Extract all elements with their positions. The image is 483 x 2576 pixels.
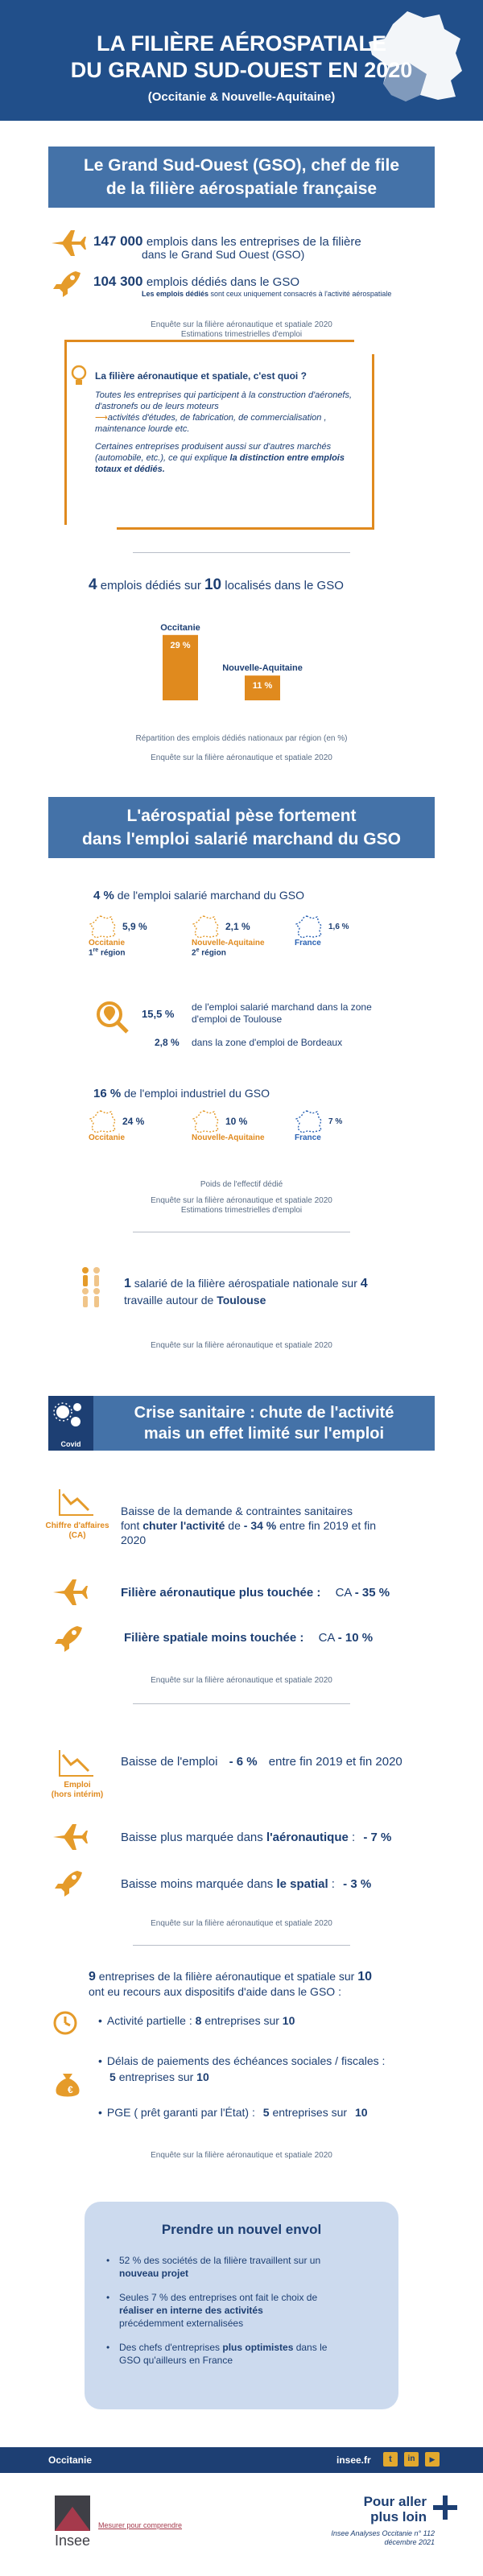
bar-category-label: Occitanie	[160, 622, 200, 633]
region-map-icon	[295, 914, 322, 939]
stat1-text: emplois dans les entreprises de la filière	[146, 235, 361, 249]
headline-4pct: 4 % de l'emploi salarié marchand du GSO	[93, 889, 304, 902]
stat1	[93, 233, 440, 250]
insee-tagline: Mesurer pour comprendre	[98, 2521, 183, 2529]
source-note-2: Enquête sur la filière aéronautique et spatiale 2020	[151, 753, 332, 762]
regions-row-1	[89, 914, 394, 979]
source-note-6: Enquête sur la filière aéronautique et spatiale 2020	[151, 1919, 332, 1928]
ratio-line: 4 emplois dédiés sur 10 localisés dans le GSO	[89, 576, 344, 593]
stat2	[93, 274, 440, 290]
rocket-icon	[53, 1623, 85, 1652]
chart-down-icon	[56, 1486, 97, 1518]
bordeaux-text: dans la zone d'emploi de Bordeaux	[192, 1037, 343, 1048]
bar-value-label: 11 %	[252, 681, 273, 691]
chart-caption: Répartition des emplois dédiés nationaux par région (en %)	[135, 734, 348, 743]
region-map-icon	[295, 1109, 322, 1133]
region-tile	[295, 914, 391, 947]
footer-region: Occitanie	[48, 2454, 93, 2466]
aid-item-2: • Délais de paiements des échéances sociales / fiscales : 5 entreprises sur 10	[98, 2054, 386, 2083]
airplane-icon	[50, 1576, 89, 1608]
region-value: 1,6 %	[328, 922, 349, 931]
region-value: 5,9 %	[122, 921, 147, 932]
divider	[133, 1703, 350, 1704]
publication-ref: Insee Analyses Occitanie n° 112 décembre 2021	[331, 2529, 435, 2546]
region-tile	[295, 1109, 391, 1142]
rocket-icon	[52, 268, 84, 297]
region-rank: 2e région	[192, 947, 226, 958]
region-tile	[192, 914, 288, 957]
weight-note: Poids de l'effectif dédié	[200, 1180, 283, 1189]
virus-icon	[48, 1396, 93, 1436]
region-name: Occitanie	[89, 939, 126, 947]
toulouse-ratio: 1 salarié de la filière aérospatiale nationale sur 4 travaille autour de Toulouse	[124, 1277, 368, 1307]
section3-band: Crise sanitaire : chute de l'activité mais un effet limité sur l'emploi	[93, 1396, 435, 1451]
arrow-icon: ⟶	[95, 413, 108, 423]
stat2-value: 104 300	[93, 274, 143, 289]
region-value: 24 %	[122, 1116, 145, 1127]
covid-tile: Covid	[48, 1396, 93, 1451]
stat2-note: Les emplois dédiés sont ceux uniquement consacrés à l'activité aérospatiale	[142, 290, 392, 298]
clock-icon	[52, 2009, 79, 2037]
emploi-text: Baisse de l'emploi - 6 % entre fin 2019 et fin 2020	[121, 1755, 402, 1769]
linkedin-icon[interactable]: in	[404, 2452, 419, 2467]
region-map-icon	[192, 914, 219, 939]
insee-brand: Insee	[55, 2533, 91, 2549]
region-name: Occitanie	[89, 1133, 126, 1142]
aid-item-1: • Activité partielle : 8 entreprises sur 10	[98, 2014, 295, 2027]
rocket-icon	[53, 1868, 85, 1897]
stat1-value: 147 000	[93, 233, 143, 249]
insee-link[interactable]: insee.fr	[336, 2454, 371, 2466]
stat1-text-b: dans le Grand Sud Ouest (GSO)	[142, 248, 305, 261]
source-note-3: Enquête sur la filière aéronautique et spatiale 2020 Estimations trimestrielles d'emploi	[151, 1196, 332, 1215]
location-magnifier-icon	[93, 998, 130, 1035]
region-map-icon	[89, 914, 116, 939]
regional-bar-chart	[145, 610, 338, 707]
region-rank: 1re région	[89, 947, 126, 958]
lightbulb-icon	[69, 364, 89, 388]
people-icon	[79, 1264, 114, 1309]
ca-text: Baisse de la demande & contraintes sanitaires font chuter l'activité de - 34 % entre fin 2019 et fin 2020	[121, 1505, 376, 1546]
airplane-icon	[50, 1821, 89, 1853]
regions-row-2	[89, 1109, 394, 1166]
source-note-1: Enquête sur la filière aéronautique et spatiale 2020 Estimations trimestrielles d'emploi	[151, 320, 332, 339]
toulouse-text: de l'emploi salarié marchand dans la zone d'emploi de Toulouse	[192, 1001, 372, 1025]
more-info[interactable]: Pour aller plus loin	[363, 2494, 427, 2524]
stat2-text: emplois dédiés dans le GSO	[146, 275, 300, 289]
source-note-4: Enquête sur la filière aéronautique et spatiale 2020	[151, 1341, 332, 1350]
insee-logo	[55, 2496, 90, 2531]
region-value: 7 %	[328, 1117, 343, 1126]
quote-body: Toutes les entreprises qui participent à la construction d'aéronefs, d'astronefs ou de leurs moteurs ⟶activités d'études, de fabrication, de commercialisation , maintenance lourde etc. Certaines entreprises produisent aussi sur d'autres marchés (automobile, etc.), ce qui explique la distinction entre emplois totaux et dédiés.	[95, 390, 353, 474]
bar-category-label: Nouvelle-Aquitaine	[222, 663, 303, 674]
plus-icon[interactable]	[433, 2496, 457, 2520]
region-tile	[89, 914, 185, 957]
aid-item-3: • PGE ( prêt garanti par l'État) : 5 entreprises sur 10	[98, 2106, 368, 2119]
hero-subtitle: (Occitanie & Nouvelle-Aquitaine)	[147, 90, 336, 104]
hero-title: LA FILIÈRE AÉROSPATIALE DU GRAND SUD-OUEST EN 2020	[70, 31, 413, 82]
twitter-icon[interactable]: t	[383, 2452, 398, 2467]
aid-headline: 9 entreprises de la filière aéronautique et spatiale sur 10 ont eu recours aux dispositifs d'aide dans le GSO :	[89, 1970, 373, 1998]
region-tile	[89, 1109, 185, 1142]
bar-value-label: 29 %	[170, 640, 191, 650]
region-name: France	[295, 939, 321, 947]
region-name: Nouvelle-Aquitaine	[192, 939, 265, 947]
svg-text:€: €	[68, 2084, 73, 2095]
region-name: Nouvelle-Aquitaine	[192, 1133, 265, 1142]
region-value: 10 %	[225, 1116, 248, 1127]
chart-down-icon	[56, 1747, 97, 1779]
section1-band: Le Grand Sud-Ouest (GSO), chef de file de la filière aérospatiale française	[48, 147, 435, 208]
bordeaux-value: 2,8 %	[155, 1037, 180, 1048]
conclusion-title: Prendre un nouvel envol	[161, 2222, 322, 2237]
region-name: France	[295, 1133, 321, 1142]
divider	[133, 1945, 350, 1946]
section2-band: L'aérospatial pèse fortement dans l'emploi salarié marchand du GSO	[48, 797, 435, 858]
region-value: 2,1 %	[225, 921, 250, 932]
region-map-icon	[192, 1109, 219, 1133]
aero-ca: Filière aéronautique plus touchée : CA - 35 %	[121, 1586, 390, 1600]
space-ca: Filière spatiale moins touchée : CA - 10 %	[124, 1631, 374, 1645]
quote-title: La filière aéronautique et spatiale, c'est quoi ?	[95, 370, 307, 382]
emploi-label: Emploi (hors intérim)	[51, 1781, 104, 1799]
airplane-icon	[48, 227, 87, 259]
source-note-5: Enquête sur la filière aéronautique et spatiale 2020	[151, 1676, 332, 1685]
region-map-icon	[89, 1109, 116, 1133]
youtube-icon[interactable]: ▶	[425, 2452, 440, 2467]
source-note-7: Enquête sur la filière aéronautique et spatiale 2020	[151, 2151, 332, 2160]
money-bag-icon	[52, 2067, 87, 2099]
toulouse-value: 15,5 %	[142, 1008, 175, 1020]
headline-16pct: 16 % de l'emploi industriel du GSO	[93, 1087, 270, 1100]
ca-label: Chiffre d'affaires (CA)	[45, 1521, 109, 1540]
conclusion-bullets: • 52 % des sociétés de la filière travaillent sur un nouveau projet • Seules 7 % des entreprises ont fait le choix de réaliser en interne des activités précédemment externalisées • Des chefs d'entreprises plus optimistes dans le GSO qu'ailleurs en France	[106, 2255, 328, 2366]
region-tile	[192, 1109, 288, 1142]
divider	[133, 552, 350, 553]
space-emploi: Baisse moins marquée dans le spatial : - 3 %	[121, 1877, 372, 1891]
aero-emploi: Baisse plus marquée dans l'aéronautique : - 7 %	[121, 1831, 392, 1844]
